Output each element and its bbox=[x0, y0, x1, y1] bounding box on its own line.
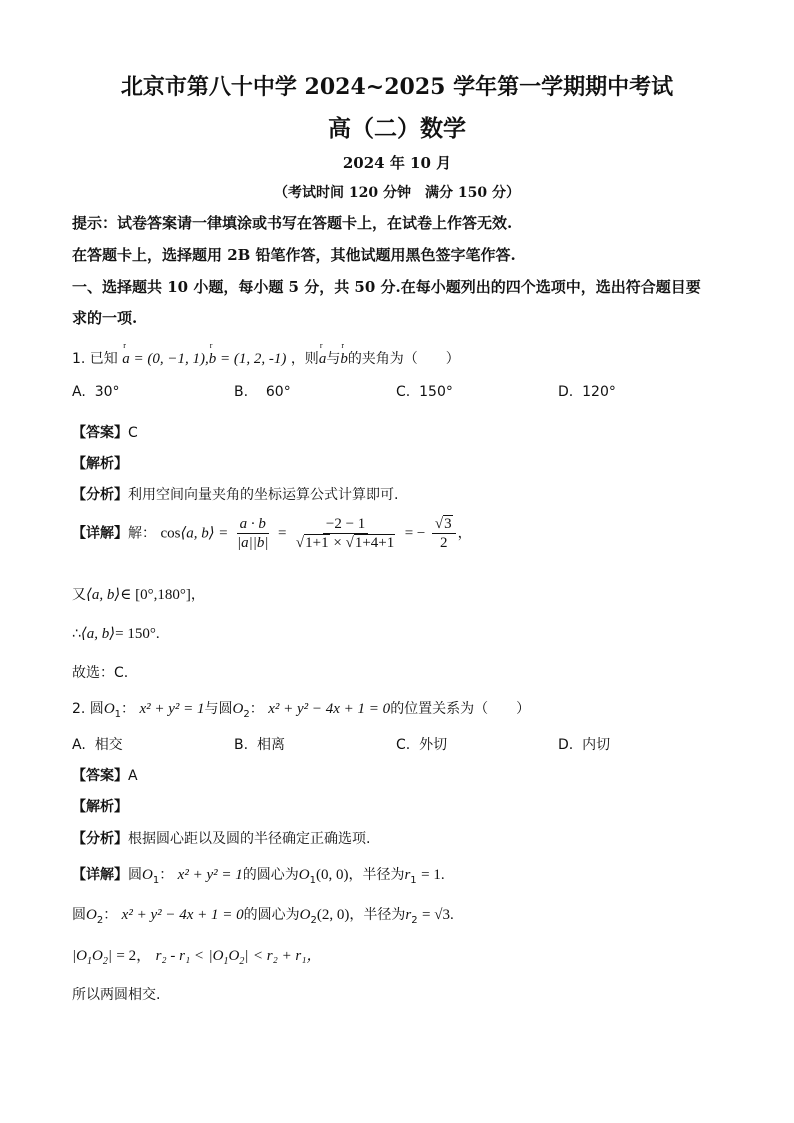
q1-conclusion: 故选：C. bbox=[72, 665, 129, 681]
q2-conclusion: 所以两圆相交. bbox=[72, 987, 161, 1003]
q2-detail-2: 圆$O_2$： x² + y² − 4x + 1 = 0的圆心为$O_2(2$, 0)，半径为$r_2 = √3$. bbox=[72, 907, 454, 926]
q1-stem: 1. 已知 r a = (0, −1, 1),r b = (1, 2, -1) ，则r a与r b的夹角为（ ） bbox=[72, 348, 732, 368]
exam-title: 北京市第八十中学 2024~2025 学年第一学期期中考试 bbox=[120, 74, 674, 100]
q1-vector-a: r a = (0, −1, 1), bbox=[122, 351, 208, 368]
q1-option-c: C. 150° bbox=[396, 384, 453, 400]
q2-detail-1: 【详解】圆$O_1$： x² + y² = 1的圆心为$O_1(0$, 0)，半径为$r_1 = 1$. bbox=[72, 867, 445, 886]
q2-option-d: D. 内切 bbox=[558, 737, 611, 753]
q2-option-a: A. 相交 bbox=[72, 737, 123, 753]
exam-date: 2024 年 10 月 bbox=[342, 154, 452, 172]
q1-option-b: B. 60° bbox=[234, 384, 291, 400]
q1-detail: 【详解】解： cos⟨a, b⟩ = $\frac{a \cdot b}{|a||b|}$ = $\frac{-2 - 1}{√1+1 \times √1+4+1}$ = − $\frac{√3}{2}$ ， bbox=[72, 516, 472, 551]
q2-option-b: B. 相离 bbox=[234, 737, 285, 753]
notice-line-2: 在答题卡上，选择题用 2B 铅笔作答，其他试题用黑色签字笔作答. bbox=[72, 246, 516, 264]
q1-analysis-label: 【解析】 bbox=[72, 456, 128, 472]
q2-analysis-label: 【解析】 bbox=[72, 799, 128, 815]
notice-line-1: 提示：试卷答案请一律填涂或书写在答题卡上，在试卷上作答无效. bbox=[72, 214, 513, 232]
q1-vector-b: r b = (1, 2, -1) bbox=[209, 351, 287, 368]
q1-fenxi: 【分析】利用空间向量夹角的坐标运算公式计算即可. bbox=[72, 487, 399, 503]
q1-option-d: D. 120° bbox=[558, 384, 616, 400]
q1-therefore: ∴⟨a, b⟩= 150°. bbox=[72, 626, 160, 642]
q2-detail-3: $|O_1O_2| = 2$， $r_2 - r_1 < |O_1O_2| < r_2 + r_1$， bbox=[72, 948, 322, 967]
section-heading-2: 求的一项. bbox=[72, 309, 138, 327]
exam-info: （考试时间 120 分钟 满分 150 分） bbox=[274, 185, 520, 201]
q1-option-a: A. 30° bbox=[72, 384, 120, 400]
exam-subtitle: 高（二）数学 bbox=[328, 115, 466, 142]
q2-fenxi: 【分析】根据圆心距以及圆的半径确定正确选项. bbox=[72, 831, 371, 847]
q1-answer: 【答案】C bbox=[72, 425, 138, 441]
section-heading-1: 一、选择题共 10 小题，每小题 5 分，共 50 分.在每小题列出的四个选项中，选出符合题目要 bbox=[72, 278, 701, 296]
q1-range: 又⟨a, b⟩∈ [0°,180°]， bbox=[72, 587, 205, 603]
q2-answer: 【答案】A bbox=[72, 768, 138, 784]
q2-option-c: C. 外切 bbox=[396, 737, 448, 753]
q2-stem: 2. 圆$O_1$： x² + y² = 1与圆$O_2$： x² + y² − 4x + 1 = 0的位置关系为（ ） bbox=[72, 701, 531, 720]
